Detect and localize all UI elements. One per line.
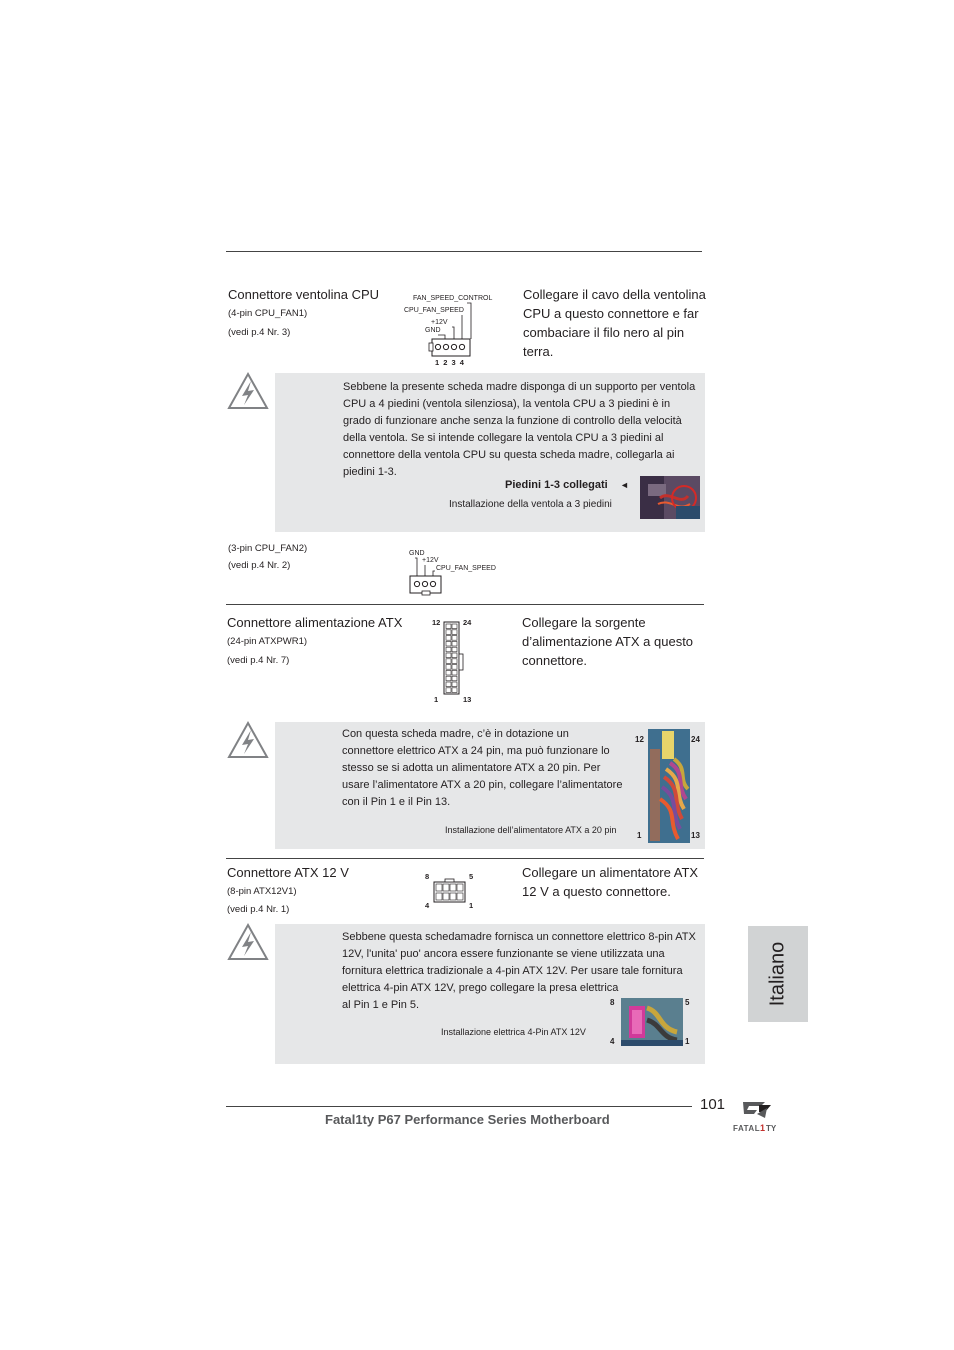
language-tab xyxy=(748,926,808,1022)
atx-power-description xyxy=(522,613,712,670)
svg-text:FATAL: FATAL xyxy=(733,1124,761,1133)
pin-label-13: 13 xyxy=(463,695,472,704)
atx12v-sub2: (vedi p.4 Nr. 1) xyxy=(227,904,290,915)
note-line: fornitura elettrica tradizionale a 4-pin ATX 12V. Per usare tale fornitura xyxy=(342,965,683,977)
desc-line: combaciare il filo nero al pin xyxy=(523,325,685,340)
photo-pin-12: 12 xyxy=(635,735,644,744)
section-rule xyxy=(226,604,704,605)
note-line: con il Pin 1 e il Pin 13. xyxy=(342,796,451,808)
pin-label-4: 4 xyxy=(425,901,430,910)
atx24-diagram xyxy=(428,617,478,707)
pins-connected-label: Piedini 1-3 collegati xyxy=(505,479,608,491)
desc-line: connettore. xyxy=(522,653,588,668)
footer-rule xyxy=(226,1106,692,1107)
desc-line: Collegare il cavo della ventolina xyxy=(523,287,706,302)
note-line: Con questa scheda madre, c’è in dotazione un xyxy=(342,728,569,740)
pin-label-24: 24 xyxy=(463,618,472,627)
fan2-connector-drawing xyxy=(405,549,505,599)
cpu-fan-sub2: (vedi p.4 Nr. 3) xyxy=(228,327,291,338)
label-fan-speed-control: FAN_SPEED_CONTROL xyxy=(413,295,493,302)
svg-text:TY: TY xyxy=(766,1124,777,1133)
label-cpu-fan-speed: CPU_FAN_SPEED xyxy=(436,565,496,572)
arrow-left-icon: ◄ xyxy=(620,480,629,490)
pin-label-12: 12 xyxy=(432,618,441,627)
photo-pin-5: 5 xyxy=(685,998,690,1007)
note-line: 12V, l'unita' puo' ancora essere funzionante se viene utilizzata una xyxy=(342,948,665,960)
note-line: stesso se si adotta un alimentatore ATX a 20 pin. Per xyxy=(342,762,601,774)
note-line: elettrica 4-pin ATX 12V, prego collegare la presa elettrica xyxy=(342,982,619,994)
desc-line: Collegare la sorgente xyxy=(522,615,646,630)
section-rule xyxy=(226,858,704,859)
label-gnd: GND xyxy=(409,550,425,557)
atx12v-connector-drawing xyxy=(420,870,480,912)
atx12v-title: Connettore ATX 12 V xyxy=(227,865,349,880)
atx-install-caption: Installazione dell’alimentatore ATX a 20 pin xyxy=(445,825,617,835)
pin-label-5: 5 xyxy=(469,872,474,881)
note-atx-text xyxy=(342,726,637,811)
label-12v: +12V xyxy=(422,557,439,564)
fatal1ty-logo-icon xyxy=(731,1100,781,1134)
desc-line: CPU a questo connettore e far xyxy=(523,306,699,321)
label-12v: +12V xyxy=(431,319,448,326)
label-gnd: GND xyxy=(425,327,441,334)
note-fan-text xyxy=(343,379,708,481)
note-line: usare l’alimentatore ATX a 20 pin, collegare l’alimentatore xyxy=(342,779,623,791)
photo-pin-24: 24 xyxy=(691,735,700,744)
warning-icon xyxy=(226,922,270,962)
photo-pin-1: 1 xyxy=(637,831,642,840)
atx24-connector-drawing xyxy=(428,617,478,707)
fan-connector-photo xyxy=(640,476,700,519)
note-line: connettore elettrico ATX a 24 pin, ma può funzionare lo xyxy=(342,745,610,757)
atx-power-sub2: (vedi p.4 Nr. 7) xyxy=(227,655,290,666)
warning-icon xyxy=(226,720,270,760)
note-line: della ventola. Se si intende collegare la ventola CPU a 3 piedini al xyxy=(343,432,664,444)
photo-pin-1: 1 xyxy=(685,1037,690,1046)
warning-icon xyxy=(226,371,270,411)
atx12v-connector-photo xyxy=(621,998,683,1046)
page-number: 101 xyxy=(700,1096,726,1113)
atx12v-description xyxy=(522,863,722,901)
pin-label-1: 1 xyxy=(469,901,474,910)
pin-numbers: 1 2 3 4 xyxy=(435,358,465,367)
pin-label-8: 8 xyxy=(425,872,430,881)
cpu-fan2-diagram xyxy=(405,549,505,599)
label-cpu-fan-speed: CPU_FAN_SPEED xyxy=(404,307,464,314)
cpu-fan1-diagram xyxy=(398,293,498,369)
atx12v-diagram xyxy=(420,870,480,912)
fan-install-caption: Installazione della ventola a 3 piedini xyxy=(449,499,612,510)
note-line: Sebbene la presente scheda madre disponga di un supporto per ventola xyxy=(343,381,696,393)
desc-line: d’alimentazione ATX a questo xyxy=(522,634,694,649)
photo-pin-8: 8 xyxy=(610,998,615,1007)
note-line: connettore della ventola CPU su questa scheda madre, collegarla ai xyxy=(343,449,675,461)
atx-power-sub1: (24-pin ATXPWR1) xyxy=(227,636,308,647)
atx-power-title: Connettore alimentazione ATX xyxy=(227,615,403,630)
note-line: CPU a 4 piedini (ventola silenziosa), la ventola CPU a 3 piedini è in xyxy=(343,398,671,410)
note-line: al Pin 1 e Pin 5. xyxy=(342,999,420,1011)
desc-line: terra. xyxy=(523,344,554,359)
note-line: piedini 1-3. xyxy=(343,466,397,478)
cpu-fan2-sub1: (3-pin CPU_FAN2) xyxy=(228,543,308,554)
note-line: Sebbene questa schedamadre fornisca un connettore elettrico 8-pin ATX xyxy=(342,931,696,943)
pin-label-1: 1 xyxy=(434,695,439,704)
photo-pin-4: 4 xyxy=(610,1037,615,1046)
desc-line: Collegare un alimentatore ATX xyxy=(522,865,699,880)
cpu-fan-title: Connettore ventolina CPU xyxy=(228,287,380,302)
atx-connector-photo xyxy=(648,729,690,843)
cpu-fan-sub1: (4-pin CPU_FAN1) xyxy=(228,308,308,319)
cpu-fan-description xyxy=(523,285,713,361)
desc-line: 12 V a questo connettore. xyxy=(522,884,671,899)
atx12v-install-caption: Installazione elettrica 4-Pin ATX 12V xyxy=(441,1027,586,1037)
language-tab-label: Italiano xyxy=(766,941,789,1007)
note-line: grado di funzionare anche senza la funzione di controllo della velocità xyxy=(343,415,682,427)
atx12v-sub1: (8-pin ATX12V1) xyxy=(227,886,297,897)
svg-text:1: 1 xyxy=(760,1123,766,1133)
top-rule xyxy=(226,251,702,252)
cpu-fan2-sub2: (vedi p.4 Nr. 2) xyxy=(228,560,291,571)
footer-product-title: Fatal1ty P67 Performance Series Motherboard xyxy=(325,1112,610,1127)
photo-pin-13: 13 xyxy=(691,831,700,840)
